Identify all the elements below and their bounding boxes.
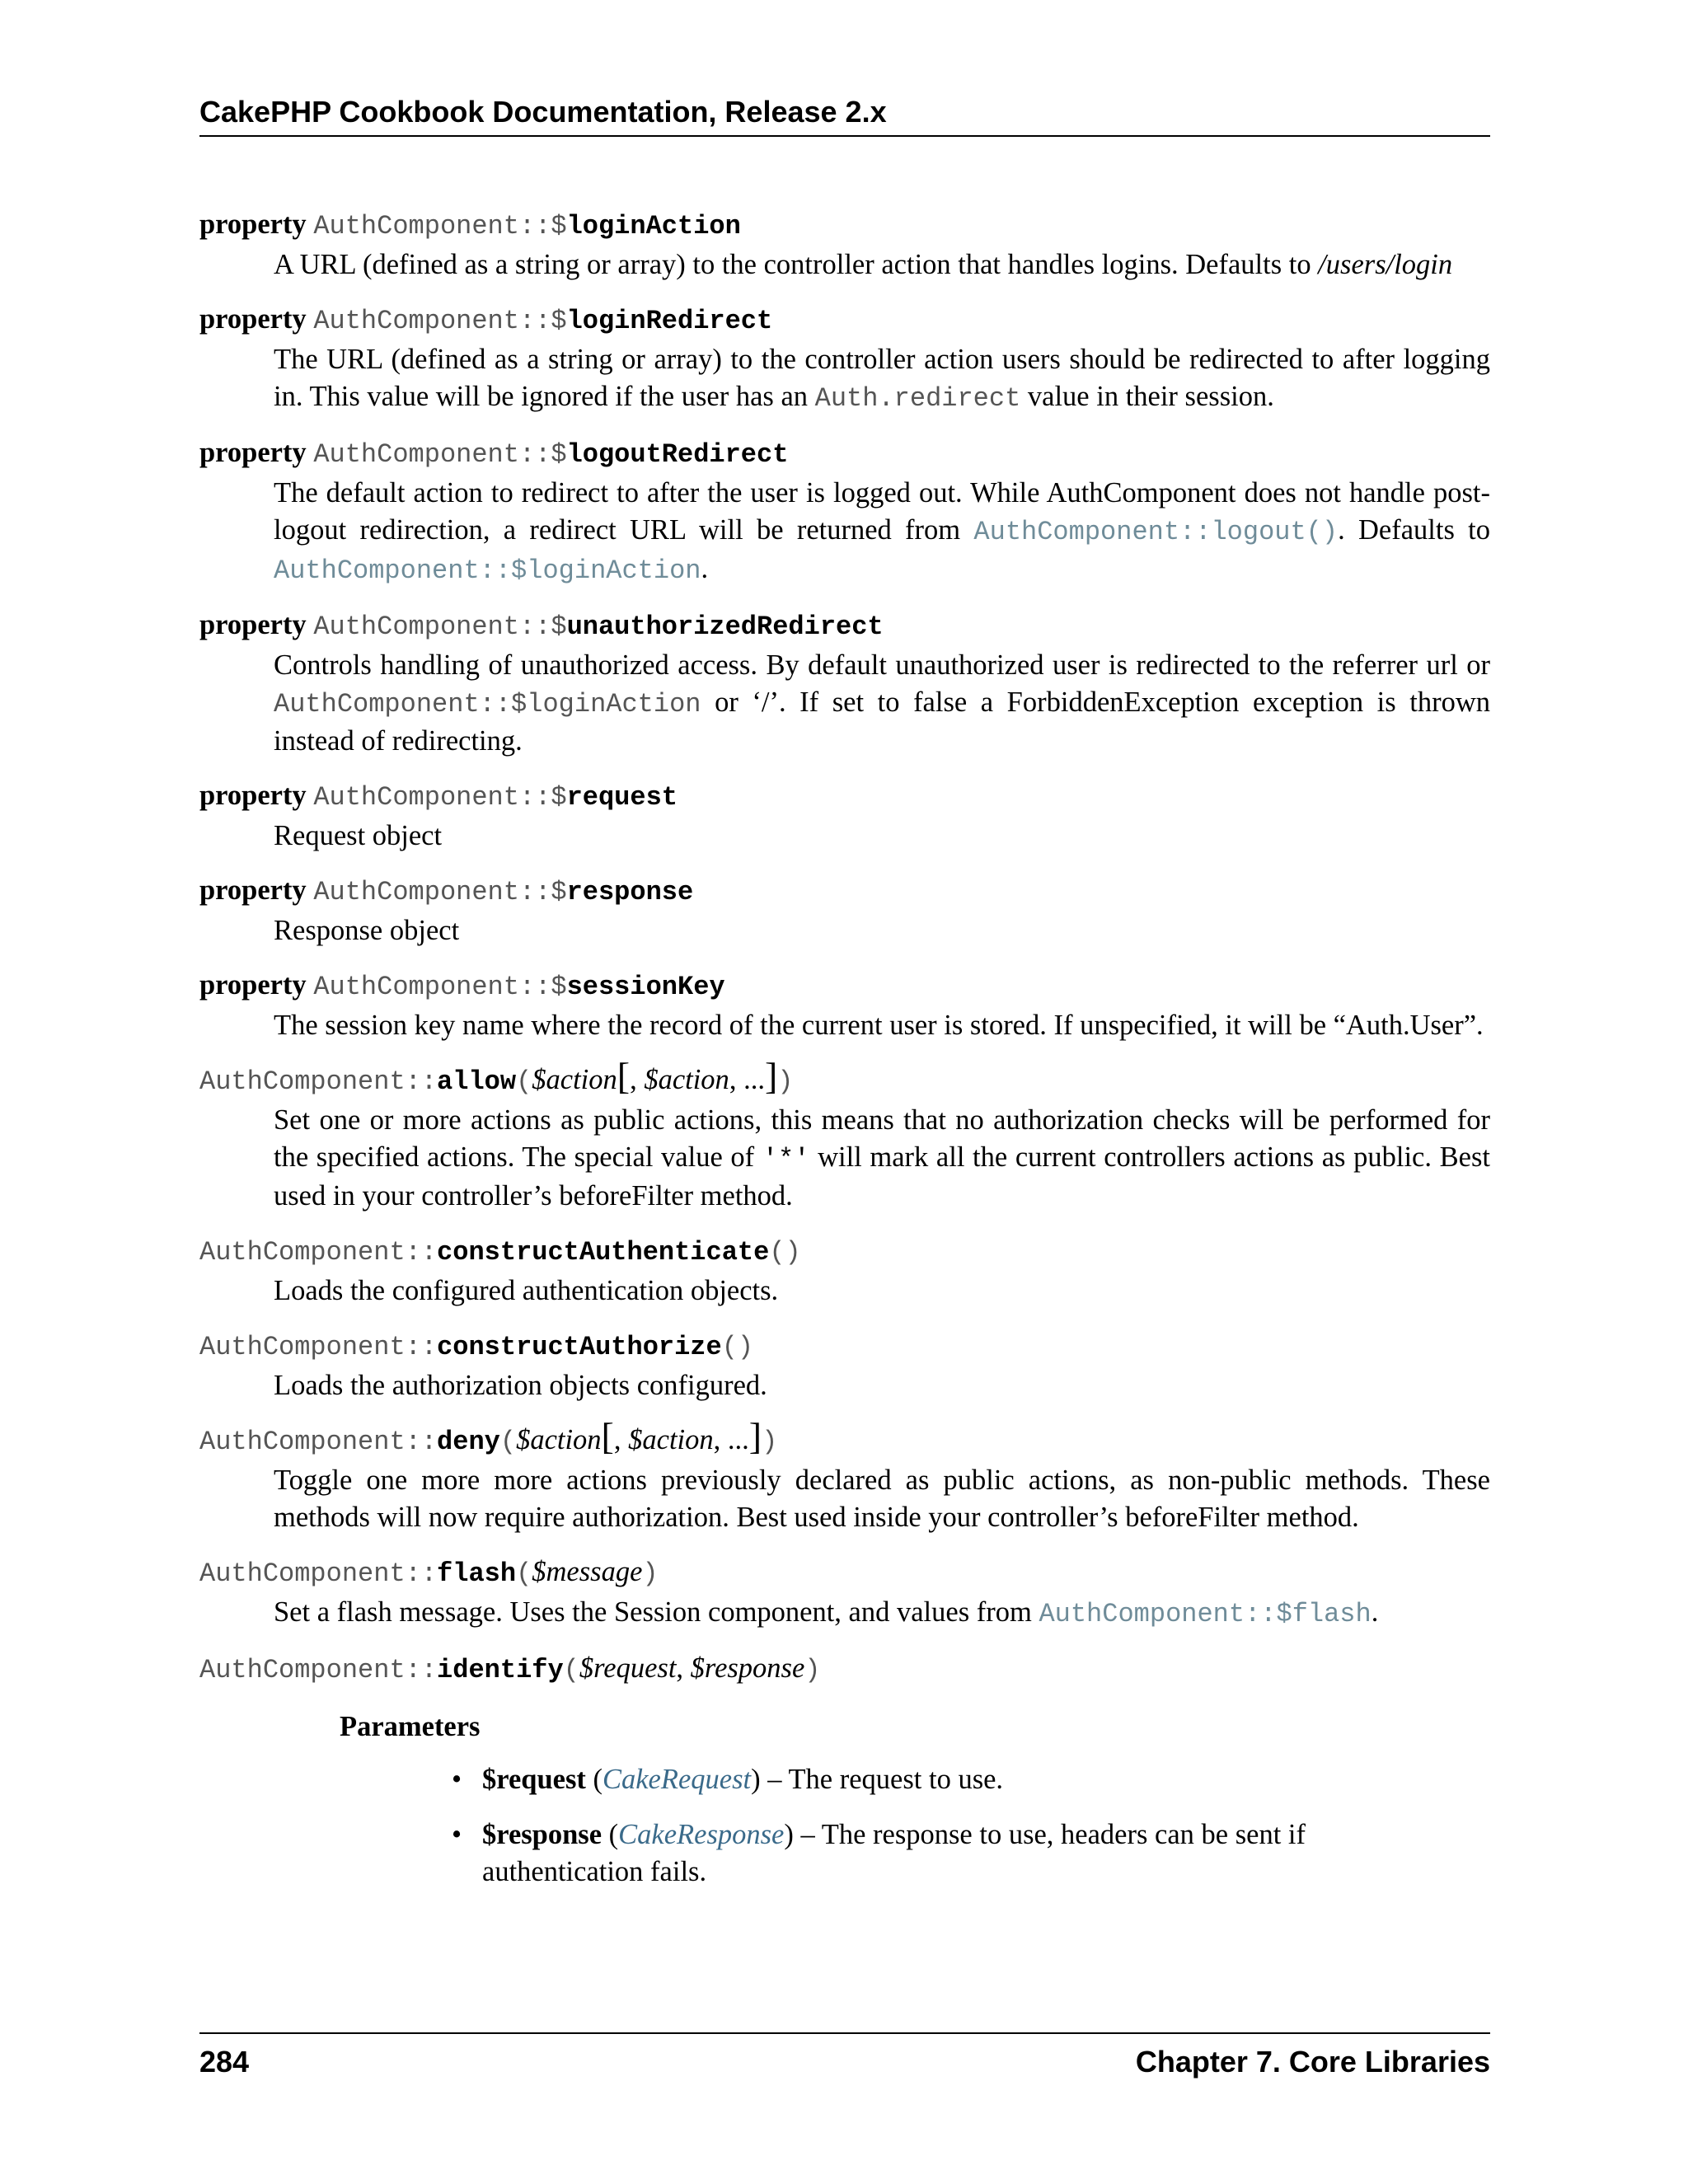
class-prefix: AuthComponent::: [199, 1558, 438, 1589]
method-parens: (): [769, 1237, 801, 1268]
header-title: CakePHP Cookbook Documentation, Release 2.x: [199, 95, 887, 129]
class-prefix: AuthComponent::: [199, 1427, 438, 1457]
optional-bracket-close: ]: [748, 1415, 762, 1457]
property-unauthorizedRedirect: [199, 605, 1490, 760]
method-name: constructAuthorize: [437, 1332, 722, 1362]
class-prefix: AuthComponent::$: [313, 211, 567, 241]
property-description: [274, 475, 1490, 589]
bullet-icon: •: [452, 1764, 462, 1795]
property-loginRedirect: [199, 299, 1490, 417]
property-description: The session key name where the record of the current user is stored. If unspecified, it will be “Auth.User”.: [274, 1010, 1484, 1041]
class-prefix: AuthComponent::: [199, 1066, 438, 1097]
property-request: [199, 776, 1490, 855]
inline-code: '*': [762, 1144, 810, 1174]
property-keyword: property: [199, 874, 307, 906]
property-name: sessionKey: [566, 972, 725, 1002]
description-text: value in their session.: [1020, 381, 1274, 412]
parameter-description: – The request to use.: [760, 1764, 1004, 1795]
class-prefix: AuthComponent::: [199, 1655, 438, 1685]
method-description: Loads the authorization objects configured.: [274, 1370, 767, 1401]
property-description: Response object: [274, 915, 460, 946]
class-prefix: AuthComponent::$: [313, 306, 567, 336]
paren-close: ): [642, 1558, 659, 1589]
class-prefix: AuthComponent::$: [313, 782, 567, 813]
property-name: loginAction: [566, 211, 741, 241]
paren-close: ): [762, 1427, 778, 1457]
page-number: 284: [199, 2045, 250, 2079]
logout-method-link[interactable]: AuthComponent::logout(): [973, 517, 1339, 547]
method-deny: [199, 1415, 1490, 1536]
optional-bracket-open: [: [601, 1415, 614, 1457]
paren-open: (: [499, 1427, 517, 1457]
chapter-title: Chapter 7. Core Libraries: [1135, 2045, 1490, 2079]
method-name: identify: [437, 1655, 564, 1685]
method-argument: $response: [690, 1652, 805, 1684]
paren-close: ): [751, 1764, 761, 1795]
description-text: .: [701, 553, 709, 584]
property-keyword: property: [199, 780, 307, 811]
method-signature: [199, 1230, 1490, 1272]
property-name: unauthorizedRedirect: [566, 612, 884, 642]
api-reference-content: [199, 204, 1490, 1909]
method-description: Toggle one more more actions previously declared as public actions, as non-public methods. These methods will now require authorization. Best used inside your controller’s beforeFilter method.: [274, 1465, 1490, 1533]
running-header: [199, 94, 1490, 137]
method-parens: (): [721, 1332, 754, 1362]
description-text: The default action to redirect to after the user is logged out. While AuthComponent does not handle post-logout redirection, a redirect URL will be returned from: [274, 477, 1490, 546]
property-description: Request object: [274, 820, 443, 851]
paren-open: (: [563, 1655, 579, 1685]
method-name: allow: [437, 1066, 517, 1097]
method-flash: [199, 1552, 1490, 1633]
property-description: [274, 246, 1490, 284]
paren-open: (: [602, 1819, 619, 1850]
class-prefix: AuthComponent::$: [313, 877, 567, 907]
argument-separator: ,: [676, 1652, 691, 1684]
method-signature: [199, 1552, 1490, 1594]
description-text: will mark all the current controllers actions as public. Best used in your controller’s beforeFilter method.: [274, 1141, 1490, 1212]
parameter-type-link[interactable]: CakeResponse: [618, 1819, 785, 1850]
method-argument: $action: [628, 1424, 714, 1455]
method-name: flash: [437, 1558, 517, 1589]
description-text: A URL (defined as a string or array) to the controller action that handles logins. Defaults to: [274, 249, 1319, 280]
method-description: [274, 1594, 1490, 1633]
method-argument: $message: [532, 1556, 643, 1587]
description-text: Controls handling of unauthorized access. By default unauthorized user is redirected to the referrer url or: [274, 649, 1490, 681]
list-item: [447, 1816, 1455, 1891]
property-keyword: property: [199, 303, 307, 335]
property-keyword: property: [199, 609, 307, 640]
running-footer: [199, 2032, 1490, 2080]
optional-bracket-open: [: [617, 1055, 631, 1097]
description-text: Set one or more actions as public actions, this means that no authorization checks will be performed for the specified actions. The special value of: [274, 1104, 1490, 1173]
paren-open: (: [516, 1066, 532, 1097]
parameter-name: $response: [482, 1819, 603, 1850]
class-prefix: AuthComponent::: [199, 1237, 438, 1268]
class-prefix: AuthComponent::$: [313, 439, 567, 470]
parameter-description: – The response to use, headers can be sent if authentication fails.: [482, 1819, 1306, 1887]
description-text: Set a flash message. Uses the Session component, and values from: [274, 1596, 1039, 1628]
inline-code: AuthComponent::$loginAction: [274, 689, 701, 719]
property-signature: [199, 870, 1490, 912]
parameter-type-link[interactable]: CakeRequest: [602, 1764, 752, 1795]
property-signature: [199, 204, 1490, 246]
description-text: . Defaults to: [1338, 514, 1490, 546]
property-name: logoutRedirect: [566, 439, 789, 470]
inline-code: Auth.redirect: [814, 383, 1021, 414]
property-signature: [199, 605, 1490, 647]
property-logoutRedirect: [199, 433, 1490, 589]
property-signature: [199, 965, 1490, 1007]
class-prefix: AuthComponent::$: [313, 972, 567, 1002]
property-keyword: property: [199, 969, 307, 1001]
parameter-list: [199, 1761, 1490, 1891]
argument-separator: ,: [630, 1064, 645, 1095]
method-description: [274, 1102, 1490, 1215]
parameter-name: $request: [482, 1764, 586, 1795]
argument-separator: ,: [613, 1424, 629, 1455]
loginAction-property-link[interactable]: AuthComponent::$loginAction: [274, 555, 701, 586]
flash-property-link[interactable]: AuthComponent::$flash: [1039, 1599, 1372, 1629]
property-name: request: [566, 782, 678, 813]
method-allow: [199, 1055, 1490, 1215]
property-signature: [199, 299, 1490, 341]
list-item: [447, 1761, 1455, 1798]
optional-bracket-close: ]: [764, 1055, 778, 1097]
method-signature: [199, 1055, 1490, 1102]
parameters-heading: Parameters: [340, 1711, 481, 1742]
method-signature: [199, 1325, 1490, 1367]
paren-open: (: [516, 1558, 532, 1589]
paren-close: ): [804, 1655, 821, 1685]
method-constructAuthenticate: [199, 1230, 1490, 1310]
method-signature: [199, 1648, 1490, 1690]
property-response: [199, 870, 1490, 949]
property-description: [274, 647, 1490, 760]
property-signature: [199, 776, 1490, 818]
method-argument: $action: [644, 1064, 729, 1095]
method-constructAuthorize: [199, 1325, 1490, 1404]
class-prefix: AuthComponent::: [199, 1332, 438, 1362]
paren-close: ): [777, 1066, 794, 1097]
property-keyword: property: [199, 437, 307, 468]
method-argument: $action: [532, 1064, 617, 1095]
argument-ellipsis: , ...: [729, 1064, 765, 1095]
property-keyword: property: [199, 209, 307, 240]
argument-ellipsis: , ...: [713, 1424, 749, 1455]
description-text: or ‘/’. If set to false a ForbiddenException exception is thrown instead of redirecting.: [274, 687, 1490, 757]
method-description: Loads the configured authentication objects.: [274, 1275, 779, 1306]
property-loginAction: [199, 204, 1490, 284]
description-text: The URL (defined as a string or array) to the controller action users should be redirected to after logging in. This value will be ignored if the user has an: [274, 344, 1490, 412]
paren-close: ): [784, 1819, 794, 1850]
class-prefix: AuthComponent::$: [313, 612, 567, 642]
property-name: loginRedirect: [566, 306, 773, 336]
method-argument: $request: [579, 1652, 677, 1684]
method-signature: [199, 1415, 1490, 1462]
property-description: [274, 341, 1490, 417]
method-argument: $action: [516, 1424, 602, 1455]
method-name: deny: [437, 1427, 500, 1457]
default-value: /users/login: [1318, 249, 1453, 280]
property-signature: [199, 433, 1490, 475]
property-sessionKey: [199, 965, 1490, 1044]
bullet-icon: •: [452, 1819, 462, 1850]
method-identify: [199, 1648, 1490, 1891]
description-text: .: [1371, 1596, 1379, 1628]
paren-open: (: [585, 1764, 603, 1795]
method-name: constructAuthenticate: [437, 1237, 770, 1268]
property-name: response: [566, 877, 694, 907]
